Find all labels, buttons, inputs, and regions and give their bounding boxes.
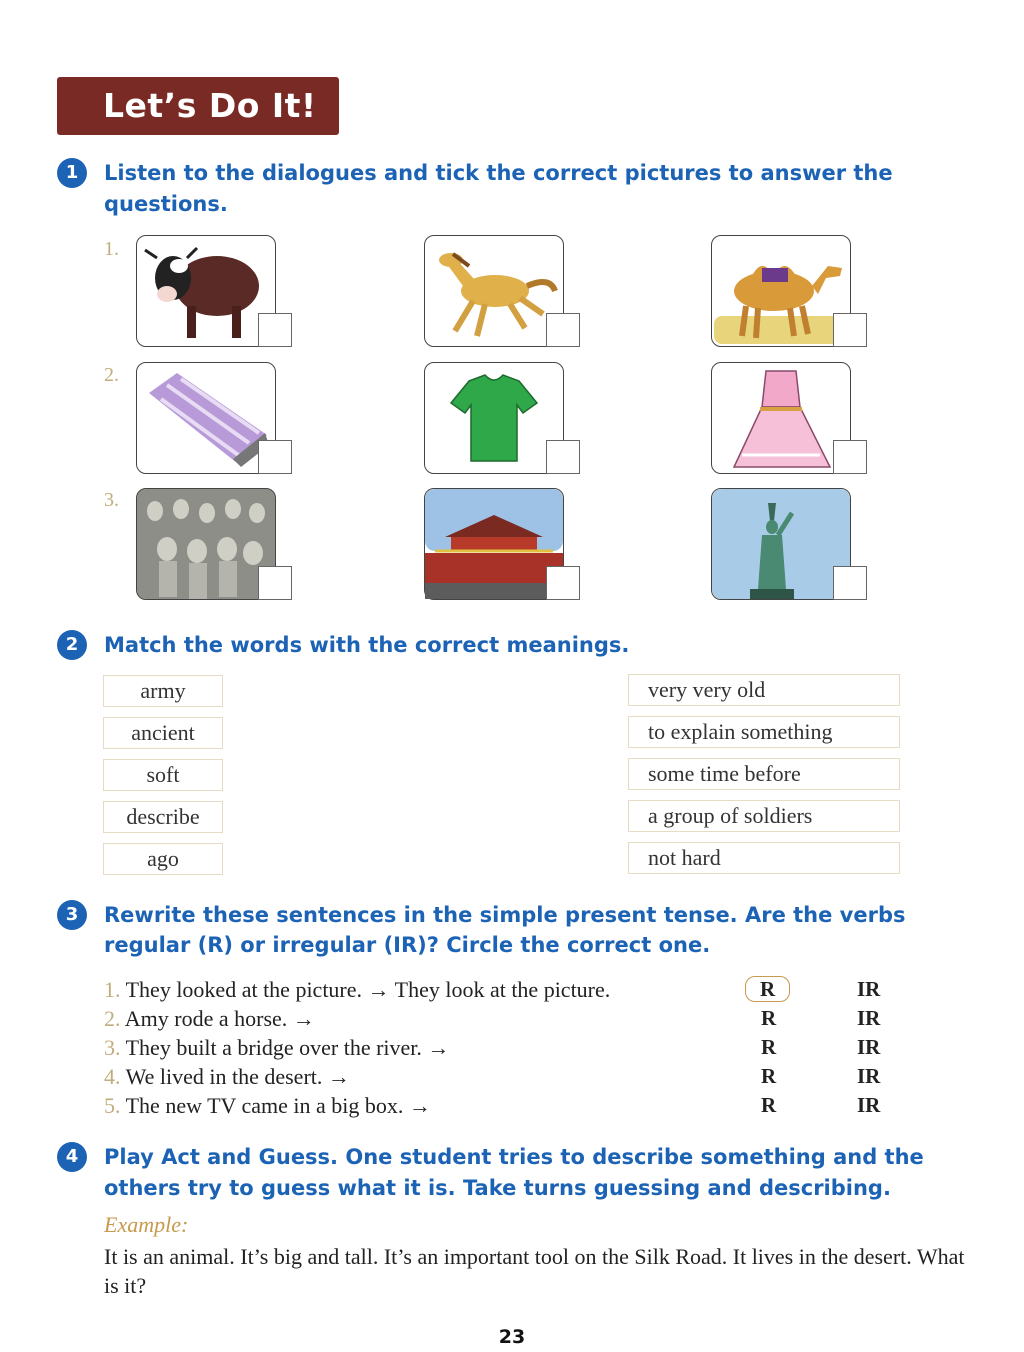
sentence-2-number: 2. (104, 1006, 121, 1031)
choice-ir-4[interactable]: IR (857, 1064, 881, 1088)
sentence-4-number: 4. (104, 1064, 121, 1089)
picture-statue-of-liberty (711, 488, 851, 600)
word-describe[interactable]: describe (103, 801, 223, 833)
picture-tiananmen (424, 488, 564, 600)
tick-box-t-shirt[interactable] (546, 440, 580, 474)
section-3-number: 3 (57, 900, 87, 930)
section-1-instruction-line2: questions. (104, 192, 228, 216)
sentence-3-text: They built a bridge over the river. → (125, 1035, 450, 1060)
word-ago[interactable]: ago (103, 843, 223, 875)
tiananmen-illustration (425, 489, 563, 599)
section-3-instruction-line1: Rewrite these sentences in the simple present tense. Are the verbs (104, 903, 906, 927)
section-4-instruction-line2: others try to guess what it is. Take turns guessing and describing. (104, 1176, 891, 1200)
t-shirt-illustration (425, 363, 563, 473)
section-4-number: 4 (57, 1142, 87, 1172)
choice-ir-1[interactable]: IR (857, 977, 881, 1001)
choice-r-4[interactable]: R (761, 1064, 777, 1088)
camel-illustration (712, 236, 850, 346)
tick-box-statue-of-liberty[interactable] (833, 566, 867, 600)
sentence-5-number: 5. (104, 1093, 121, 1118)
example-label: Example: (104, 1212, 189, 1237)
picture-terracotta-warriors (136, 488, 276, 600)
choice-ir-2[interactable]: IR (857, 1006, 881, 1030)
picture-camel (711, 235, 851, 347)
word-soft[interactable]: soft (103, 759, 223, 791)
row-3-label: 3. (104, 489, 119, 511)
sentence-2-text: Amy rode a horse. → (124, 1006, 315, 1031)
tick-box-terracotta-warriors[interactable] (258, 566, 292, 600)
page-number: 23 (498, 1326, 526, 1348)
sentence-5 (104, 1091, 431, 1120)
circled-answer-r-1: R (745, 976, 790, 1002)
tick-box-horse[interactable] (546, 313, 580, 347)
choice-r-2[interactable]: R (761, 1006, 777, 1030)
row-1-label: 1. (104, 238, 119, 260)
picture-t-shirt (424, 362, 564, 474)
word-army[interactable]: army (103, 675, 223, 707)
lets-do-it-banner: Let’s Do It! (57, 77, 339, 135)
word-ancient[interactable]: ancient (103, 717, 223, 749)
sentence-3-number: 3. (104, 1035, 121, 1060)
example-paragraph: It is an animal. It’s big and tall. It’s an important tool on the Silk Road. It lives in the desert. What is it? (104, 1244, 965, 1298)
tick-box-dress[interactable] (833, 440, 867, 474)
choice-r-3[interactable]: R (761, 1035, 777, 1059)
section-2-number: 2 (57, 630, 87, 660)
terracotta-warriors-illustration (137, 489, 275, 599)
picture-horse (424, 235, 564, 347)
scarf-illustration (137, 363, 275, 473)
tick-box-cow[interactable] (258, 313, 292, 347)
section-3-instruction-line2: regular (R) or irregular (IR)? Circle the correct one. (104, 933, 711, 957)
meaning-to-explain-something[interactable]: to explain something (628, 716, 900, 748)
choice-r-5[interactable]: R (761, 1093, 777, 1117)
sentence-4 (104, 1062, 350, 1091)
sentence-1-number: 1. (104, 977, 121, 1002)
section-2-instruction: Match the words with the correct meanings. (104, 633, 630, 657)
meaning-some-time-before[interactable]: some time before (628, 758, 900, 790)
tick-box-scarf[interactable] (258, 440, 292, 474)
choice-ir-5[interactable]: IR (857, 1093, 881, 1117)
section-1-instruction-line1: Listen to the dialogues and tick the correct pictures to answer the (104, 161, 893, 185)
meaning-not-hard[interactable]: not hard (628, 842, 900, 874)
picture-scarf (136, 362, 276, 474)
meaning-a-group-of-soldiers[interactable]: a group of soldiers (628, 800, 900, 832)
picture-dress (711, 362, 851, 474)
tick-box-tiananmen[interactable] (546, 566, 580, 600)
meaning-very-very-old[interactable]: very very old (628, 674, 900, 706)
sentence-2 (104, 1004, 315, 1033)
cow-illustration (137, 236, 275, 346)
sentence-1-text: They looked at the picture. → They look at the picture. (125, 977, 611, 1002)
section-4-instruction-line1: Play Act and Guess. One student tries to describe something and the (104, 1145, 924, 1169)
sentence-1 (104, 975, 610, 1004)
row-2-label: 2. (104, 364, 119, 386)
choice-ir-3[interactable]: IR (857, 1035, 881, 1059)
section-1-number: 1 (57, 158, 87, 188)
picture-cow (136, 235, 276, 347)
dress-illustration (712, 363, 850, 473)
choice-r-1[interactable] (761, 975, 790, 1004)
sentence-5-text: The new TV came in a big box. → (125, 1093, 431, 1118)
sentence-4-text: We lived in the desert. → (125, 1064, 350, 1089)
statue-of-liberty-illustration (712, 489, 850, 599)
horse-illustration (425, 236, 563, 346)
tick-box-camel[interactable] (833, 313, 867, 347)
sentence-3 (104, 1033, 449, 1062)
